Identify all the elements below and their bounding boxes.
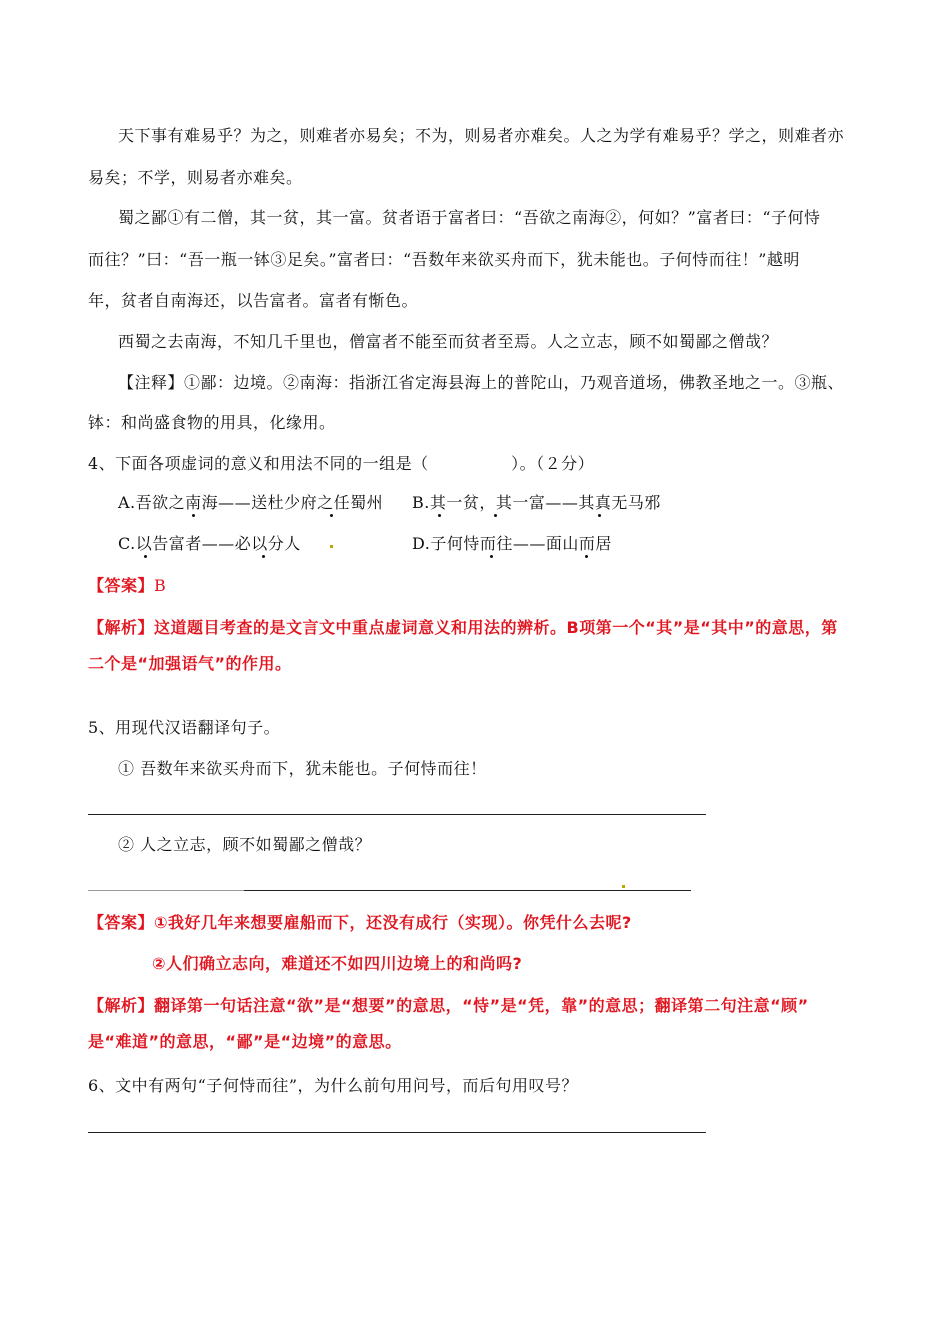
q4-option-c: C.以告富者——必以分人 <box>118 534 301 553</box>
q6-stem: 6、文中有两句“子何恃而往”，为什么前句用问号，而后句用叹号？ <box>88 1076 579 1095</box>
q5-item2: ② 人之立志，顾不如蜀鄙之僧哉？ <box>118 835 372 854</box>
q5-item1: ① 吾数年来欲买舟而下，犹未能也。子何恃而往！ <box>118 759 487 778</box>
passage-note-line2: 钵：和尚盛食物的用具，化缘用。 <box>88 413 336 432</box>
answer-blank-line <box>88 1132 706 1133</box>
emphasis-dot <box>144 555 147 558</box>
emphasis-dot <box>192 514 195 517</box>
emphasis-dot <box>438 514 441 517</box>
q4-stem: 4、下面各项虚词的意义和用法不同的一组是（ ）。（２分） <box>88 454 595 473</box>
q5-analysis-line2: 是“难道”的意思，“鄙”是“边境”的意思。 <box>88 1032 402 1051</box>
passage-note-line1: 【注释】①鄙：边境。②南海：指浙江省定海县海上的普陀山，乃观音道场，佛教圣地之一。③瓶、 <box>118 373 845 392</box>
emphasis-dot <box>494 514 497 517</box>
q4-option-d: D.子何恃而往——面山而居 <box>412 534 612 553</box>
answer-blank-line <box>244 890 691 891</box>
passage-p3-line1: 西蜀之去南海，不知几千里也，僧富者不能至而贫者至焉。人之立志，顾不如蜀鄙之僧哉？ <box>118 332 779 351</box>
emphasis-dot <box>598 514 601 517</box>
q5-analysis-line1: 【解析】翻译第一句话注意“欲”是“想要”的意思，“恃”是“凭，靠”的意思；翻译第二句注意“顾” <box>88 996 809 1015</box>
q5-stem: 5、用现代汉语翻译句子。 <box>88 718 281 737</box>
q4-option-a: A.吾欲之南海——送杜少府之任蜀州 <box>118 493 384 512</box>
q4-answer <box>88 574 166 598</box>
answer-blank-line <box>88 814 706 815</box>
answer-value: B <box>154 576 167 595</box>
passage-p2-line2: 而往？”曰：“吾一瓶一钵③足矣。”富者曰：“吾数年来欲买舟而下，犹未能也。子何恃而往！”越明 <box>88 250 800 269</box>
emphasis-dot <box>330 514 333 517</box>
q4-analysis-line2: 二个是“加强语气”的作用。 <box>88 654 292 673</box>
answer-blank-line <box>88 890 244 891</box>
answer-tag: 【答案】 <box>88 576 155 595</box>
q4-analysis-line1: 【解析】这道题目考查的是文言文中重点虚词意义和用法的辨析。B项第一个“其”是“其中”的意思，第 <box>88 618 838 637</box>
scan-speck <box>622 885 625 888</box>
q5-answer-line1: 【答案】①我好几年来想要雇船而下，还没有成行（实现）。你凭什么去呢? <box>88 913 632 932</box>
scan-speck <box>330 545 333 548</box>
emphasis-dot <box>585 555 588 558</box>
q5-answer-line2: ②人们确立志向，难道还不如四川边境上的和尚吗? <box>152 954 523 973</box>
passage-p1-line2: 易矣；不学，则易者亦难矣。 <box>88 168 303 187</box>
passage-p2-line1: 蜀之鄙①有二僧，其一贫，其一富。贫者语于富者曰：“吾欲之南海②，何如？”富者曰：“子何恃 <box>118 208 821 227</box>
passage-p1-line1: 天下事有难易乎？为之，则难者亦易矣；不为，则易者亦难矣。人之为学有难易乎？学之，则难者亦 <box>118 126 845 145</box>
emphasis-dot <box>262 555 265 558</box>
passage-p2-line3: 年，贫者自南海还，以告富者。富者有惭色。 <box>88 291 419 310</box>
q4-option-b: B.其一贫，其一富——其真无马邪 <box>412 493 661 512</box>
emphasis-dot <box>490 555 493 558</box>
